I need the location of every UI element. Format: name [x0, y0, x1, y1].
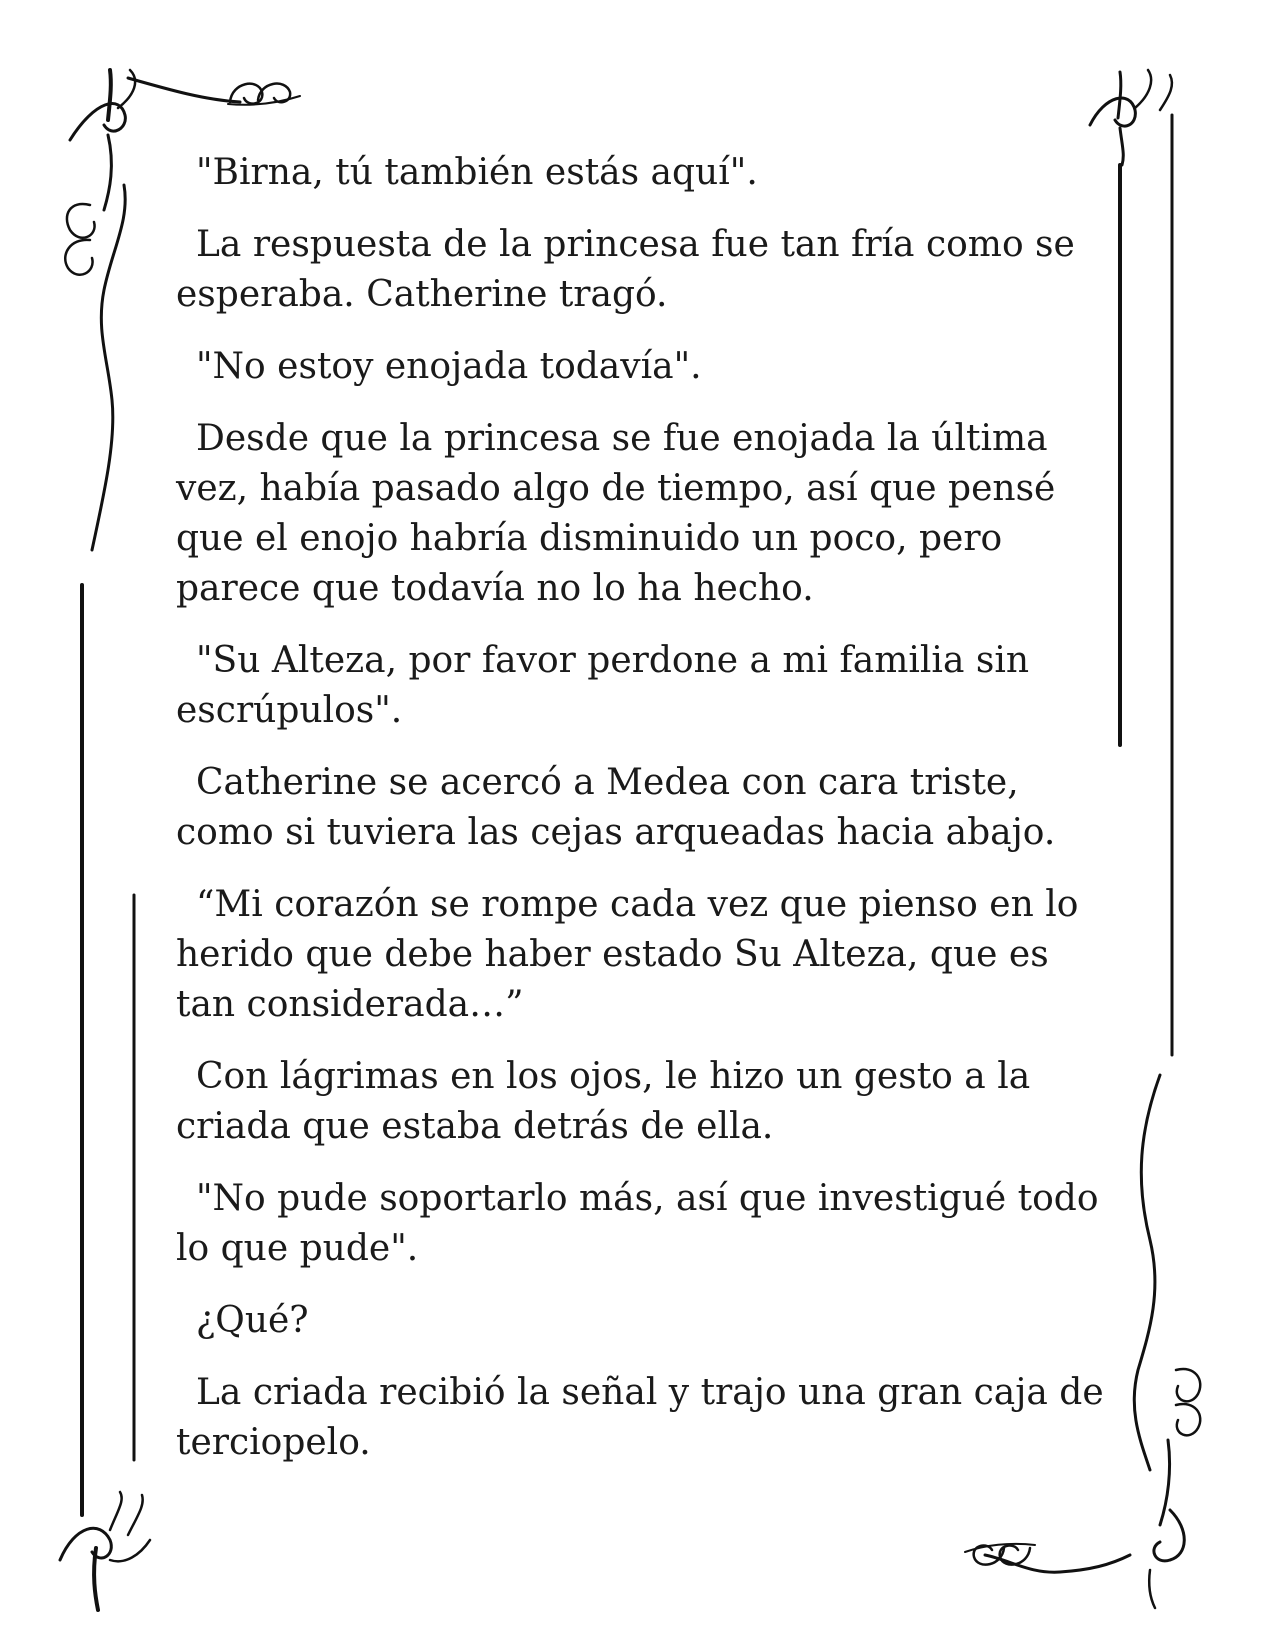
paragraph: ¿Qué? [196, 1300, 309, 1341]
paragraph: “Mi corazón se rompe cada vez que pienso en lo herido que debe haber estado Su Alteza, que es tan considerada…” [176, 884, 1079, 1025]
paragraph: Desde que la princesa se fue enojada la última vez, había pasado algo de tiempo, así que pensé que el enojo habría disminuido un poco, pero parece que todavía no lo ha hecho. [176, 418, 1056, 609]
paragraph: Con lágrimas en los ojos, le hizo un gesto a la criada que estaba detrás de ella. [176, 1056, 1031, 1147]
paragraph: "No pude soportarlo más, así que investigué todo lo que pude". [176, 1178, 1099, 1269]
story-text [176, 148, 1106, 1490]
paragraph: "Birna, tú también estás aquí". [196, 152, 758, 193]
paragraph: La respuesta de la princesa fue tan fría como se esperaba. Catherine tragó. [176, 224, 1075, 315]
paragraph: La criada recibió la señal y trajo una gran caja de terciopelo. [176, 1372, 1104, 1463]
paragraph: Catherine se acercó a Medea con cara triste, como si tuviera las cejas arqueadas hacia abajo. [176, 762, 1056, 853]
paragraph: "Su Alteza, por favor perdone a mi familia sin escrúpulos". [176, 640, 1030, 731]
paragraph: "No estoy enojada todavía". [196, 346, 702, 387]
flourish-bottom-left [60, 1492, 150, 1610]
